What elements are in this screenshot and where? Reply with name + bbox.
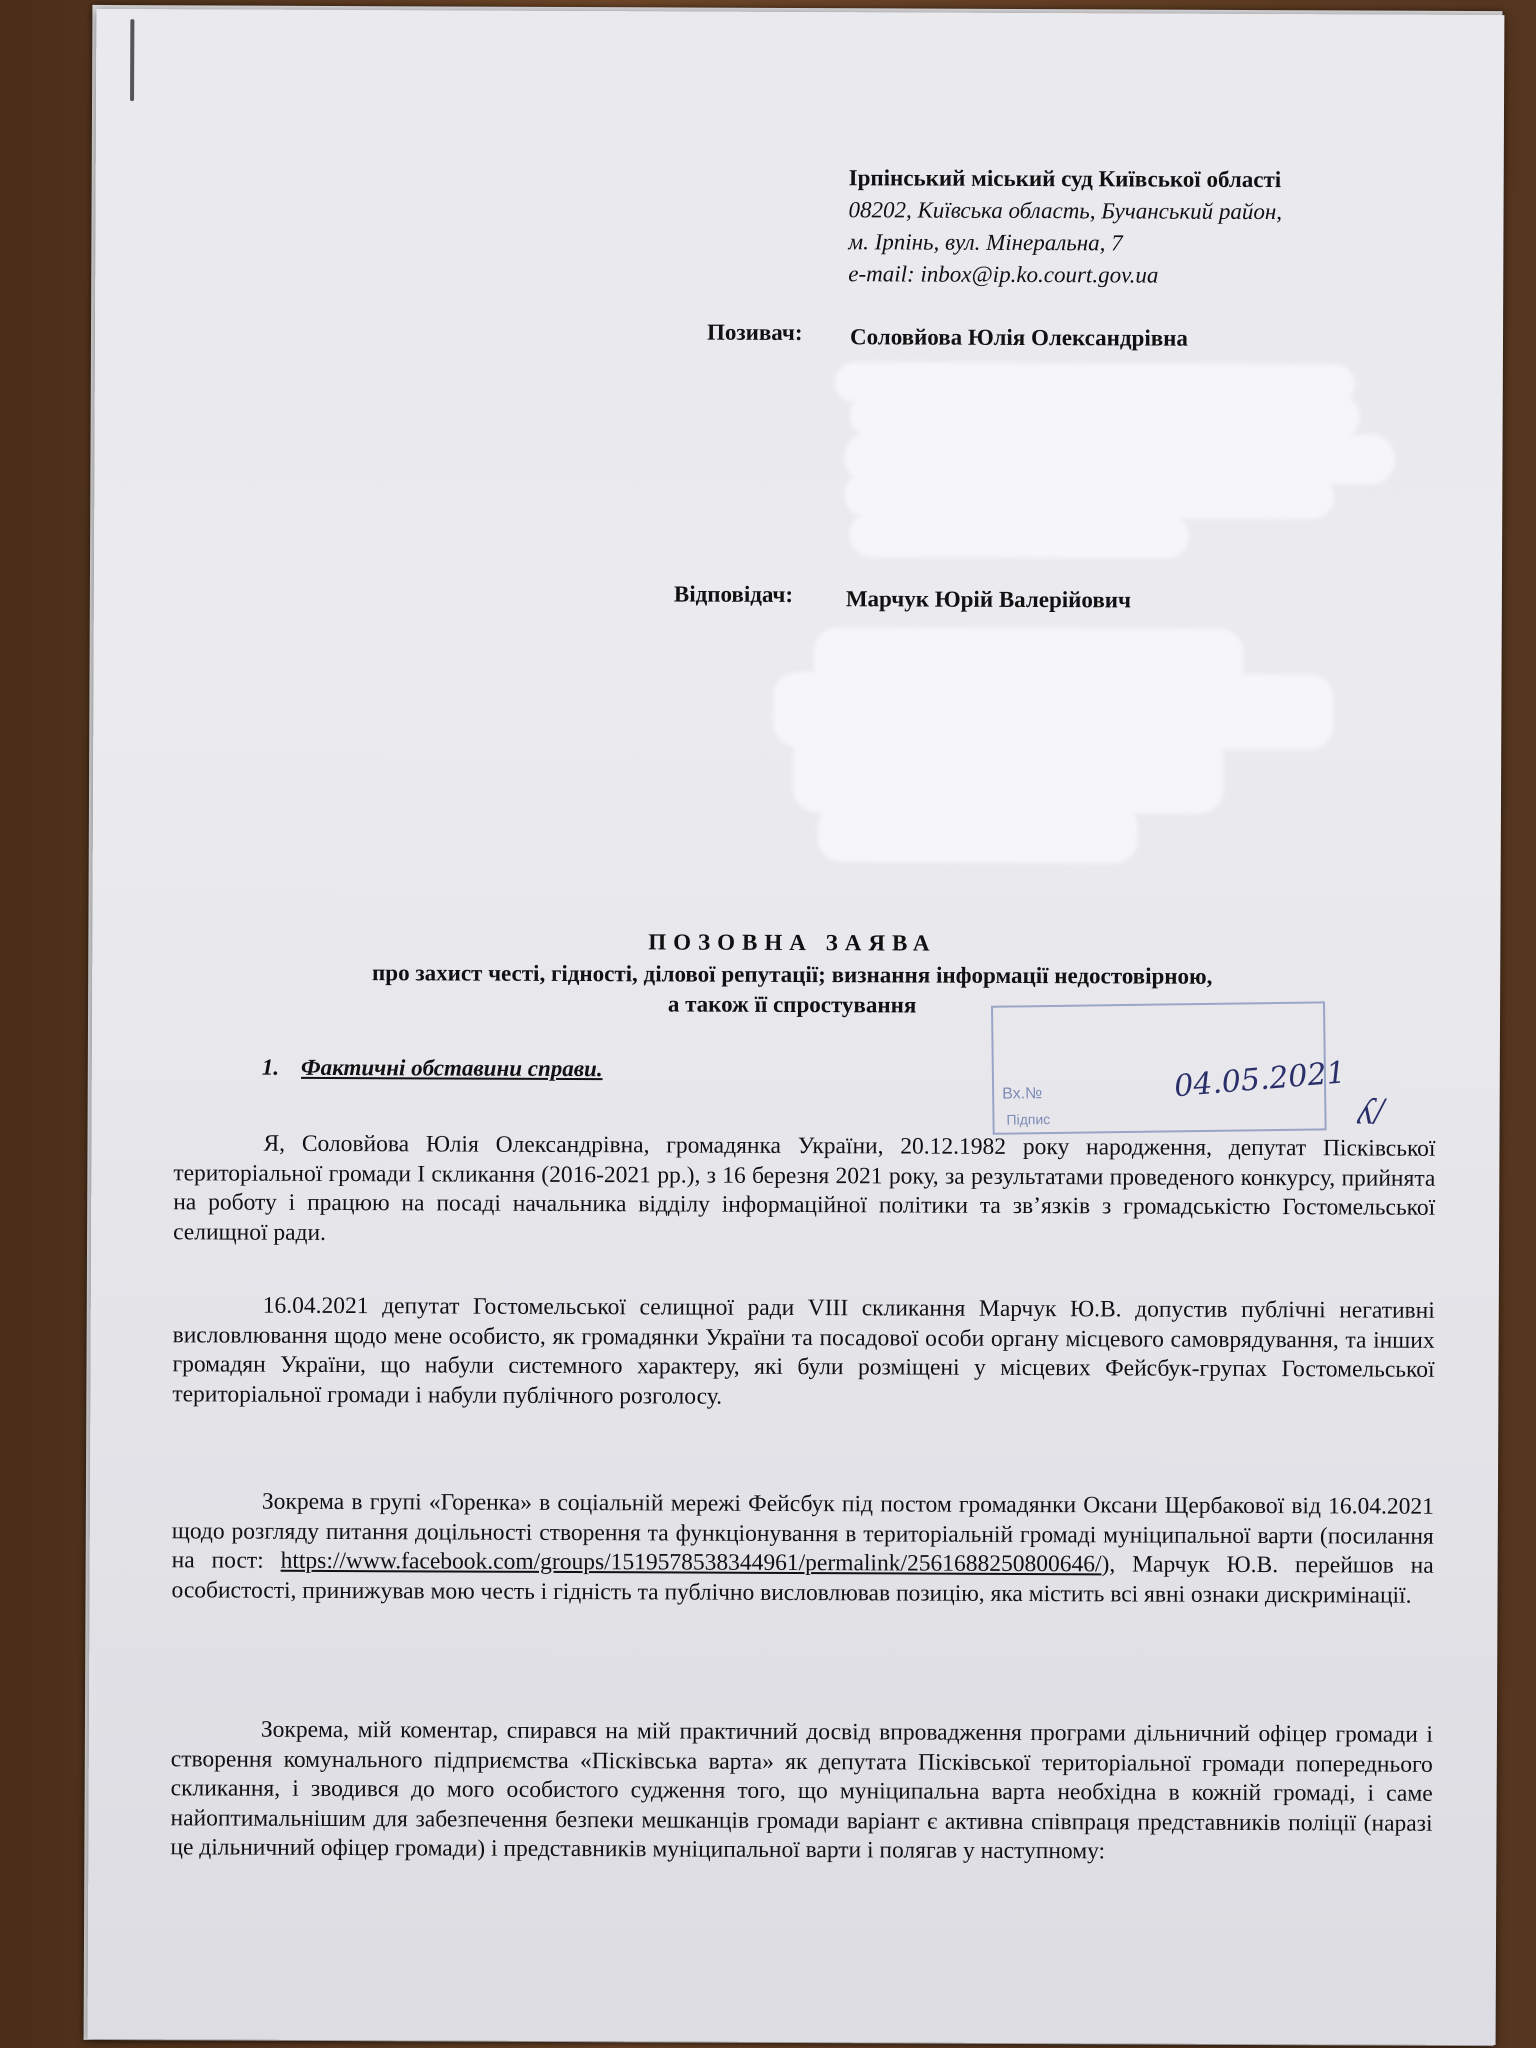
defendant-label: Відповідач:	[673, 581, 794, 607]
document-subtitle-line2: а також її спростування	[667, 991, 917, 1018]
staple-mark	[130, 19, 134, 101]
section-number: 1.	[261, 1054, 280, 1080]
paragraph-2: 16.04.2021 депутат Гостомельської селищної ради VIII скликання Марчук Ю.В. допустив публічні негативні висловлювання щодо мене особисто, як громадянки України та посадової особи органу місцевого самоврядування, та інших громадян України, що набули системного характеру, які були розміщені у місцевих Фейсбук-групах Гостомельської територіальної громади і набули публічного розголосу.	[172, 1292, 1435, 1410]
facebook-post-link[interactable]: https://www.facebook.com/groups/1519578538344961/permalink/2561688250800646/	[280, 1547, 1102, 1578]
court-name: Ірпінський міський суд Київської області	[848, 165, 1282, 193]
paragraph-3-text: Зокрема в групі «Горенка» в соціальній мережі Фейсбук під постом громадянки Оксани Щербакової від 16.04.2021 щодо розгляду питання доцільності створення та функціонування в територіальній громаді муніципальної варти (посилання на пост:	[171, 1488, 1434, 1574]
court-address-line2: м. Ірпінь, вул. Мінеральна, 7	[848, 229, 1123, 256]
court-address-line1: 08202, Київська область, Бучанський район,	[848, 197, 1283, 225]
redaction	[818, 802, 1138, 863]
document-page	[88, 9, 1505, 2045]
stamp-date: 04.05.2021	[1172, 1055, 1347, 1105]
handwritten-signature: ʎ/	[1356, 1090, 1385, 1133]
paragraph-3	[171, 1487, 1434, 1611]
stamp-number-label: Вх.№	[1002, 1085, 1043, 1103]
section-title: Фактичні обставини справи.	[301, 1054, 603, 1082]
plaintiff-label: Позивач:	[706, 319, 803, 346]
stamp-signed-label: Підпис	[1006, 1111, 1051, 1128]
plaintiff-name: Соловйова Юлія Олександрівна	[849, 324, 1188, 351]
redaction	[849, 512, 1189, 558]
document-title: ПОЗОВНА ЗАЯВА	[648, 929, 937, 956]
paragraph-4: Зокрема, мій коментар, спирався на мій практичний досвід впровадження програми дільничний офіцер громади і створення комунального підприємства «Пісківська варта» як депутата Пісківської територіальної громади попереднього скликання, і зводився до мого особистого судження того, що муніципальна варта необхідна в кожній громаді, і саме найоптимальнішим для забезпечення безпеки мешканців громади варіант є активна співпраця представників поліції (наразі це дільничний офіцер громади) і представників муніципальної варти і полягав у наступному:	[170, 1716, 1433, 1865]
registration-stamp	[991, 1001, 1347, 1134]
defendant-name: Марчук Юрій Валерійович	[845, 586, 1132, 613]
paragraph-3-text-end: ), Марчук Ю.В. перейшов на особистості, принижував мою честь і гідність та публічно висловлював позицію, яка містить всі явні ознаки дискримінації.	[171, 1551, 1434, 1609]
paragraph-1: Я, Соловйова Юлія Олександрівна, громадянка України, 20.12.1982 року народження, депутат Пісківської територіальної громади І скликання (2016-2021 рр.), з 16 березня 2021 року, за результатами проведеного конкурсу, прийнята на роботу і працюю на посаді начальника відділу інформаційної політики та зв’язків з громадськістю Гостомельської селищної ради.	[173, 1130, 1436, 1246]
section-heading	[262, 1055, 603, 1082]
court-email: e-mail: inbox@ip.ko.court.gov.ua	[848, 261, 1159, 288]
court-address-block	[848, 162, 1282, 292]
document-subtitle-line1: про захист честі, гідності, ділової репутації; визнання інформації недостовірною,	[372, 960, 1213, 989]
